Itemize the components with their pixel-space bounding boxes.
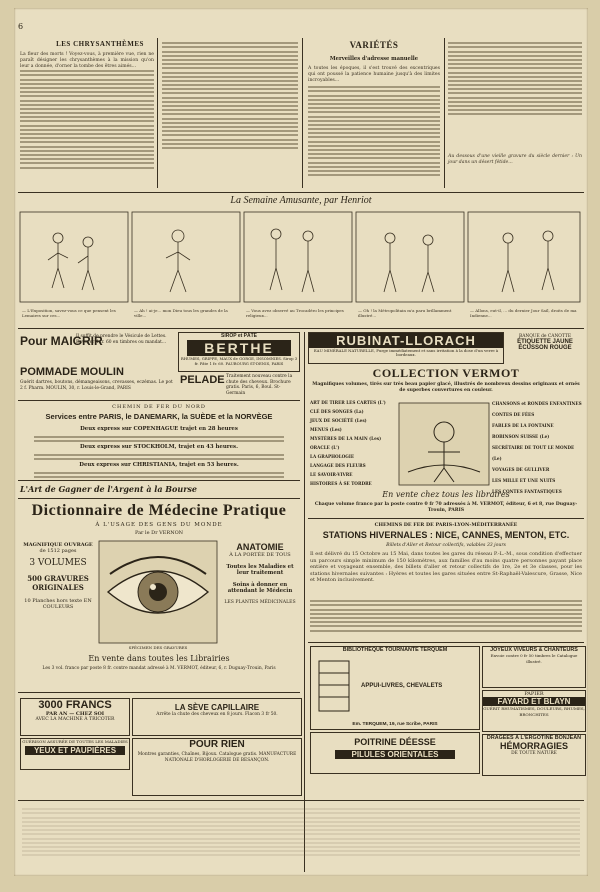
tourneur-title: BIBLIOTHÈQUE TOURNANTE TERQUEM [342,647,448,653]
dictionnaire-title: Dictionnaire de Médecine Pratique [31,502,287,519]
bookcase-icon [315,659,353,713]
varietes-body-col2 [448,40,582,118]
nord-line-2: Deux express sur STOCKHOLM, trajet en 43 heures. [80,444,238,450]
yeux-ad [20,738,130,770]
berthe-text: RHUMES, GRIPPE, MAUX de GORGE, INSOMNIES. Sirop 3 fr. Pâte 1 fr. 60. FAUBOURG ST-DENIS, PARIS [180,356,298,366]
vermot-left-list [310,398,396,488]
dictionnaire-subtitle: À L'USAGE DES GENS DU MONDE [95,522,223,528]
joyeux-text: Envoie contre 0 fr 50 timbres le Catalogue illustré. [490,653,578,664]
cartoon-caption-3: — Vous avez observé au Trocadéro les principes religieux... [246,308,344,318]
francs-line-2: PAR AN — CHEZ SOI [45,711,105,717]
varietes-intro: A toutes les époques, il s'est trouvé des excentriques qui ont poussé la patience humaine jusqu'à des limites incroyables... [308,66,440,84]
column-rule [157,38,158,188]
section-rule [308,642,584,643]
vermot-item: CLÉ DES SONGES (La) [310,409,364,414]
dictionnaire-author: Par le Dr VERNON [134,530,184,536]
cartoon-caption-1: — L'Exposition, savez-vous ce que pensent les Lemaires sur ces... [22,308,116,318]
cartoon-panel-4 [356,212,464,302]
tourneur-footer: Em. TERQUEM, 19, rue Scribe, PARIS [352,722,438,727]
cartoon-strip [18,208,584,308]
fayard-ad [482,690,586,732]
dictionnaire-left-column [20,542,96,610]
vermot-item: CHANSONS et RONDES ENFANTINES [492,401,582,406]
francs-line-1: 3000 FRANCS [38,699,112,711]
newspaper-page [14,8,588,876]
rubinat-ad [308,332,504,364]
cartoon-panel-1 [20,212,128,302]
dragees-ad [482,734,586,776]
vermot-item: LES CONTES FANTASTIQUES [492,489,562,494]
etiquette-ad [506,334,584,351]
section-rule [18,400,300,401]
column-rule [302,38,303,188]
vermot-item: LA GRAPHOLOGIE [310,454,355,459]
vermot-item: JEUX DE SOCIÉTÉ (Les) [310,418,367,423]
dict-right-3: Toutes les Maladies et leur traitement [226,564,294,576]
joyeux-ad [482,646,586,688]
section-rule [18,192,584,193]
poitrine-line-1: POITRINE DÉESSE [354,737,436,747]
column-rule [304,332,305,872]
section-rule [18,328,584,329]
dictionnaire-vente: En vente dans toutes les Librairies [88,654,230,663]
pour-rien-ad [132,738,302,796]
varietes-title: VARIÉTÉS [349,40,399,50]
plm-body [310,598,582,634]
etiquette-line-3: ÉCUSSON ROUGE [518,345,572,351]
vermot-item: MYSTÈRES DE LA MAIN (Les) [310,436,382,441]
berthe-brand: BERTHE [187,340,291,356]
yeux-line-1: GUÉRISON ASSURÉE DE TOUTES LES MALADIES [22,739,128,744]
page-footer-fill [22,806,580,858]
francs-ad [20,698,130,736]
vermot-item: LE SAVOIR-VIVRE [310,472,353,477]
pommade-text: Guérit dartres, boutons, démangeaisons, crevasses, eczémas. Le pot 2 f. Pharm. MOULIN, 30, r. Louis-le-Grand, PARIS [20,380,173,391]
nord-detail-3 [34,470,284,481]
pelade-brand: PELADE [180,374,225,386]
plm-headline: STATIONS HIVERNALES : NICE, CANNES, MENTON, ETC. [322,530,570,540]
vermot-item: CONTES DE FÉES [492,412,535,417]
vermot-item: ART DE TIRER LES CARTES (L') [310,400,386,405]
etiquette-line-1: BANQUE de CANOTTE [518,334,572,339]
dict-left-3: 3 VOLUMES [29,558,87,568]
nord-subtitle: Services entre PARIS, le DANEMARK, la SUÈDE et la NORVÈGE [45,412,273,421]
cartoon-panel-5 [468,212,580,302]
dict-right-1: ANATOMIE [236,542,284,552]
dict-left-1: MAGNIFIQUE OUVRAGE [23,542,93,548]
cartoon-panel-3 [244,212,352,302]
tourneur-ad [310,646,480,730]
plm-text: Il est délivré du 15 Octobre au 15 Mai, dans toutes les gares du réseau P.-L.-M., sous condition d'effectuer un parcours simple minimum de 150 kilomètres, aux familles d'au moins quatre personnes payant place entière et voyageant ensemble, des billets d'aller et retour collectifs de 1re, 2e et 3e classes, pour les stations hivernales suivantes : Hyères et toutes les gares situées entre St-Raphaël-Valescure, Grasse, Nice et Menton inclusivement. [310,551,582,584]
eye-engraving [98,540,218,644]
riddle-text: Au dessous d'une vieille gravure du siècle dernier : Un jour dans un désert fétide... [448,154,582,166]
column-rule [444,38,445,188]
section-rule [308,518,584,519]
dict-right-5: LES PLANTES MÉDICINALES [224,600,296,605]
chrysanthemes-body [20,68,154,171]
maigrir-text: Il suffit de prendre le Vésicule de Lettes. Envoyer 4 fr. 60 en timbres ou mandat... [76,334,167,345]
nord-line-3: Deux express sur CHRISTIANIA, trajet en 53 heures. [79,462,239,468]
vermot-item: FABLES DE LA FONTAINE [492,423,554,428]
dict-left-2: de 1512 pages [39,548,77,554]
cartoon-caption-2: — Ah ! ai-je... mon Dieu tous les grandes de la ville... [134,308,228,318]
rubinat-text: EAU MINÉRALE NATURELLE, Purge immédiatement et sans irritation à la dose d'un verre à bordeaux. [313,348,499,358]
fayard-small: PAPIER [524,691,544,697]
nord-line-1: Deux express sur COPENHAGUE trajet en 28 heures [80,426,238,432]
vermot-item: ROBINSON SUISSE (Le) [492,434,550,439]
pommade-brand: POMMADE MOULIN [20,366,124,378]
pour-rien-text: Montres garanties, Chaînes, Bijoux. Catalogue gratis. MANUFACTURE NATIONALE D'HORLOGERIE DE BESANÇON. [137,752,297,763]
poitrine-ad [310,732,480,774]
joyeux-title: JOYEUX VIVEURS & CHANTEURS [490,647,578,653]
vermot-right-list [492,398,584,497]
dict-right-2: À LA PORTÉE DE TOUS [229,552,291,558]
vermot-item: MENUS (Les) [310,427,342,432]
vermot-item: HISTOIRES À SE TORDRE [310,481,372,486]
berthe-top: SIROP et PÂTE [220,333,258,339]
vermot-title: COLLECTION VERMOT [372,366,520,380]
chrysanthemes-title: LES CHRYSANTHÈMES [56,40,144,48]
section-rule [18,480,300,481]
maigrir-brand: Pour MAIGRIR [20,334,103,348]
vermot-vente: En vente chez tous les libraires [382,490,510,499]
vermot-item: SECRÉTAIRE DE TOUT LE MONDE (Le) [492,445,575,461]
chrysanthemes-intro: La fleur des morts ! Voyez-vous, à première vue, rien ne paraît désigner les chrysanthèmes à la mission qu'on leur a donnée, d'orner la tombe des êtres aimés... [20,52,154,70]
dict-left-4: 500 GRAVURES ORIGINALES [27,574,89,592]
dict-left-5: 10 Planches hors texte EN COULEURS [24,598,92,610]
nord-detail-2 [34,452,284,463]
cartoon-caption-5: — Allons, eut-il, ... du dernier Jour Saïl, droits de ma Indienne... [470,308,577,318]
capillaire-ad [132,698,302,736]
vermot-subtitle: Magnifiques volumes, tirés sur très beau papier glacé, illustrés de nombreux dessins originaux et ornés de superbes couvertures en couleur. [312,382,580,393]
cartoon-caption-4: — Oh ! la Métropolitain m'a paru brillamment illustré... [358,308,452,318]
pelade-text: Traitement nouveau contre la chute des cheveux. Brochure gratis. Paris, 6, Boul. St-Germain [226,374,293,396]
capillaire-brand: LA SÈVE CAPILLAIRE [174,703,260,712]
semaine-title: La Semaine Amusante, par Henriot [230,195,372,206]
fayard-brand: FAYARD ET BLAYN [483,697,585,706]
vermot-item: LES MILLE ET UNE NUITS [492,478,556,483]
tourneur-sub: APPUI-LIVRES, CHEVALETS [361,683,443,689]
section-rule [18,800,584,801]
plm-sub: Billets d'Aller et Retour collectifs, valables 33 jours [386,543,506,548]
berthe-ad [178,332,300,372]
nord-detail-1 [34,434,284,445]
vermot-footer: Chaque volume franco par la poste contre 0 fr 70 adressés à M. VERMOT, éditeur, 6 et 8, rue Duguay-Trouin, PARIS [314,502,578,513]
yeux-line-2: YEUX ET PAUPIÈRES [25,746,125,755]
dragees-brand: DRAGÉES À L'ERGOTINE BONJEAN [486,735,582,741]
varietes-subtitle: Merveilles d'adresse manuelle [329,56,419,62]
pour-rien-brand: POUR RIEN [189,739,245,750]
nord-title: CHEMIN DE FER DU NORD [112,404,206,410]
varietes-body [308,84,440,178]
art-gagner-ad: L'Art de Gagner de l'Argent à la Bourse [20,484,198,494]
dictionnaire-footer: Les 3 vol. franco par poste 8 fr. contre mandat adressé à M. VERMOT, éditeur, 6, r. Duguay-Trouin, Paris [42,666,276,671]
dictionnaire-right-column [220,542,300,605]
chrysanthemes-body-col2 [162,40,298,151]
etiquette-line-2: ÉTIQUETTE JAUNE [517,339,573,345]
section-rule [18,692,300,693]
dragees-sub: HÉMORRAGIES [499,741,568,751]
vermot-illustration [398,402,490,486]
rubinat-brand: RUBINAT-LLORACH [309,333,503,348]
vermot-item: ORACLE (L') [310,445,340,450]
capillaire-text: Arrête la chute des cheveux en 8 jours. Flacon 3 fr 50. [156,712,278,717]
dictionnaire-caption: SPÉCIMEN DES GRAVURES [128,645,188,650]
vermot-item: VOYAGES DE GULLIVER [492,467,550,472]
dict-right-4: Soins à donner en attendant le Médecin [227,582,293,594]
fayard-text: GUÉRIT RHUMATISMES, DOULEURS, RHUMES, BRONCHITES [483,706,585,717]
dragees-tail: DE TOUTE NATURE [511,751,557,756]
vermot-item: LANGAGE DES FLEURS [310,463,366,468]
francs-line-3: AVEC LA MACHINE À TRICOTER [35,717,115,722]
plm-title: CHEMINS DE FER DE PARIS-LYON-MÉDITERRANÉE [374,522,518,528]
poitrine-line-2: PILULES ORIENTALES [335,750,455,759]
page-number: 6 [18,22,24,31]
section-rule [18,498,300,499]
